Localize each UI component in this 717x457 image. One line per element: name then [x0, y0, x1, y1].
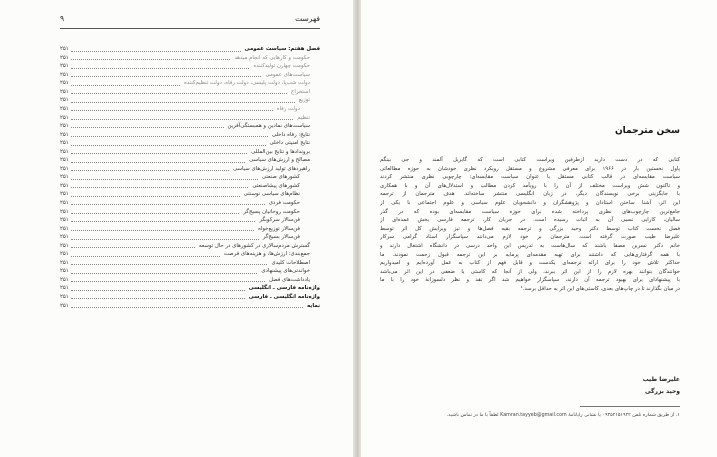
toc-leader-dots: [71, 76, 262, 77]
toc-leader-dots: [71, 307, 303, 308]
toc-entry-title: فصل هفتم: سیاست عمومی: [244, 46, 320, 53]
toc-entry-title: واژه‌نامه فارسی ـ انگلیسی: [248, 285, 320, 292]
toc-leader-dots: [71, 51, 241, 52]
toc-entry-page: ۲۵۱: [60, 259, 69, 266]
preface-line: کتابی که در دست دارید ازطرفین ویراست کتابی است که گابریل آلمند و جی بینگم: [380, 157, 680, 163]
toc-entry-page: ۲۵۱: [60, 208, 69, 215]
toc-entry: [60, 249, 320, 258]
toc-entry-title: بروندادها و نتایج بین‌المللی: [251, 148, 310, 155]
toc-entry-page: ۲۵۱: [60, 54, 69, 61]
toc-entry: [60, 87, 320, 96]
toc-entry-title: یادداشت‌های فصل: [268, 276, 310, 283]
toc-entry-title: کشورهای پیشاصنعتی: [252, 182, 300, 189]
toc-entry-title: فن‌سالار سرکوبگر: [259, 217, 300, 224]
toc-entry: [60, 189, 320, 198]
toc-entry-page: ۲۵۱: [60, 123, 69, 130]
toc-leader-dots: [71, 230, 254, 231]
toc-entry: [60, 138, 320, 147]
toc-entry: [60, 95, 320, 104]
toc-entry-title: خواندنی‌های پیشنهادی: [261, 268, 310, 275]
toc-leader-dots: [71, 204, 265, 205]
toc-entry-title: حکومت چهارن تولیدکننده: [253, 63, 310, 70]
toc-entry: [60, 44, 320, 53]
toc-entry-page: ۲۵۱: [60, 174, 69, 181]
footnote: ۱. از طریق شماره تلفن ۰۹۳۵۲۱۵۱۹۲۲ یا نشانی رایانامهٔ Kamran.tayyeb@gmail.com لطفاً با ما در تماس باشید.: [446, 413, 680, 418]
toc-entry-title: واژه‌نامه انگلیسی ـ فارسی: [248, 294, 320, 300]
toc-entry-page: ۲۵۱: [60, 191, 69, 198]
toc-leader-dots: [71, 264, 268, 265]
preface-line: خانم دکتر نسرین مصفا باشند که سال‌هاست به تدریس این واحد درسی در دانشگاه اشتغال دارند و: [380, 242, 680, 249]
toc-leader-dots: [71, 221, 256, 222]
toc-entry: [60, 181, 320, 190]
toc-entry: [60, 275, 320, 284]
toc-entry-title: توزیع: [298, 97, 310, 104]
preface-line: خوانندگان بتوانند بهره لازم را از این اثر ببرند، ولی از آنجا که کاستی یا ضعفی در این اثر می‌باشد: [380, 268, 680, 275]
toc-entry-page: ۲۵۱: [60, 182, 69, 189]
toc-entry: [60, 300, 320, 309]
toc-entry-page: ۲۵۱: [60, 268, 69, 275]
preface-line: با جایگزینی برخی نویسندگان دیگر، در زبان انگلیسی منتشر ساخته‌اند. هدف مترجمان از ترجمه: [380, 191, 680, 198]
toc-entry-title: گسترش مردم‌سالاری در کشورهای در حال توسعه: [198, 242, 310, 249]
toc-entry: [60, 215, 320, 224]
toc-entry-page: ۲۵۱: [60, 114, 69, 121]
toc-leader-dots: [71, 281, 265, 282]
toc-entry: [60, 53, 320, 62]
toc-entry-page: ۲۵۱: [60, 71, 69, 78]
toc-entry: [60, 104, 320, 113]
toc-entry-page: ۲۵۱: [60, 97, 69, 104]
toc-entry-page: ۲۵۱: [60, 294, 69, 300]
toc-entry-title: حکومت و کارهایی که انجام میدهد: [234, 54, 310, 61]
toc-leader-dots: [71, 110, 273, 111]
preface-line: فصل نخست کتاب توسط دکتر وحید بزرگی و ترجمه بقیه فصل‌ها و نیز ویرایش کل اثر توسط: [380, 225, 680, 232]
toc-leader-dots: [71, 187, 249, 188]
toc-entry-page: ۲۵۱: [60, 199, 69, 206]
footnote-rule: [580, 406, 680, 407]
toc-entry-page: ۲۵۱: [60, 131, 69, 138]
toc-entry-page: ۲۵۱: [60, 88, 69, 95]
toc-page: [0, 0, 355, 457]
preface-line: در میان بگذارند تا در چاپ‌های بعدی، کاستی‌های این اثر به حداقل برسد.¹: [520, 285, 680, 292]
preface-line: سالیان، کارایی نسبی آن به اثبات رسیده است. در جریان کار، ترجمه فارسی بخش عمده‌ای از: [380, 217, 680, 224]
toc-leader-dots: [71, 256, 220, 257]
toc-entry: [60, 266, 320, 275]
preface-line: با همه گرفتاری‌هایی که داشتند برای تهیه مقدمه‌ای پرمایه بر این ترجمه قبول زحمت نمودند. ما: [380, 251, 680, 258]
toc-entry: [60, 206, 320, 215]
toc-entry-page: ۲۵۱: [60, 242, 69, 249]
preface-line: پاول نخستین بار در ۱۹۶۶ برای معرفی مشروع و مستقل رویکرد نظری خودشان به حوزه مطالعاتی: [380, 165, 680, 172]
running-head-title: فهرست: [295, 14, 320, 23]
preface-line: حداکثر تلاش خود را برای ارائه ترجمه‌ای یکدست و قابل فهم از کتاب به عمل آورده‌ایم و امیدواریم: [380, 260, 680, 267]
toc-entry-title: حکومت فردی: [268, 199, 300, 206]
toc-leader-dots: [71, 290, 245, 291]
toc-entry-page: ۲۵۱: [60, 225, 69, 232]
toc-entry: [60, 164, 320, 173]
preface-line: این اثر، آشنا ساختن استادان و پژوهشگران و دانشجویان علوم سیاسی و علوم اجتماعی با یکی از: [380, 199, 680, 206]
toc-entry-page: ۲۵۱: [60, 148, 69, 155]
toc-entry-title: سیاست‌های نمادین و همبستگی‌آفرین: [227, 123, 310, 130]
toc-entry: [60, 283, 320, 292]
toc-entry-page: ۲۵۱: [60, 105, 69, 112]
toc-entry-page: ۲۵۱: [60, 46, 69, 53]
toc-entry-title: نمایه: [307, 302, 320, 309]
toc-entry-page: ۲۵۱: [60, 165, 69, 172]
toc-entry-page: ۲۵۱: [60, 251, 69, 258]
toc-entry-page: ۲۵۱: [60, 63, 69, 70]
toc-entry: [60, 241, 320, 250]
toc-leader-dots: [71, 273, 258, 274]
toc-leader-dots: [71, 196, 240, 197]
toc-entry-page: ۲۵۱: [60, 285, 69, 292]
toc-leader-dots: [71, 145, 266, 146]
toc-entry-page: ۲۵۱: [60, 217, 69, 224]
toc-entry-title: نتایج: رفاه داخلی: [271, 131, 310, 138]
preface-title-text: سخن مترجمان: [615, 126, 680, 136]
toc-entry-title: کشورهای صنعتی: [261, 174, 300, 181]
toc-entry-page: ۲۵۱: [60, 140, 69, 147]
toc-entry: [60, 292, 320, 301]
toc-leader-dots: [71, 93, 287, 94]
toc-entry: [60, 155, 320, 164]
toc-entry: [60, 70, 320, 79]
running-head-page-number: ۹: [60, 14, 65, 23]
preface-line: علیرضا طیب صورت گرفته است. مترجمان بر خود لازم می‌دانند سپاسگزار استاد گرامی سرکار: [380, 234, 680, 241]
preface-line: سیاست مقایسه‌ای در قالب کتابی مستقل با عنوان سیاست مقایسه‌ای: چارچوبی نظری منتشر کردند: [380, 174, 680, 181]
toc-entry-title: راهبردهای تولید ارزش‌های سیاسی: [233, 165, 310, 172]
toc-leader-dots: [71, 127, 224, 128]
toc-entry: [60, 121, 320, 130]
toc-entry: [60, 258, 320, 267]
signature-2: وحید بزرگی: [644, 388, 680, 395]
toc-entry: [60, 172, 320, 181]
toc-leader-dots: [71, 68, 250, 69]
toc-entry-title: فن‌سالار توزیع‌خواه: [258, 225, 300, 232]
preface-line: جامع‌ترین چارچوب‌های نظری پرداخته شده برای حوزه سیاست مقایسه‌ای بوده که در گذر: [380, 208, 680, 215]
toc-entry-title: دولت شب‌پا، دولت پلیسی، دولت رفاه، دولت تنظیم‌کننده: [183, 80, 310, 87]
toc-entry-title: جمع‌بندی: ارزش‌ها، و هزینه‌های فرصت: [223, 251, 310, 258]
preface-line: با پیشنهادای برای بهبود ترجمه آن دارند، سپاسگزار خواهیم شد اگر نقد و نظر دلسوزانهٔ خود را با ما: [380, 277, 680, 284]
toc-entry: [60, 129, 320, 138]
toc-entry: [60, 78, 320, 87]
toc-entry: [60, 112, 320, 121]
toc-leader-dots: [71, 162, 245, 163]
toc-entry-title: استخراج: [290, 88, 310, 95]
toc-entry-page: ۲۵۱: [60, 276, 69, 283]
toc-leader-dots: [71, 298, 245, 299]
toc-leader-dots: [71, 153, 247, 154]
toc-entry: [60, 147, 320, 156]
toc-entry-title: اصطلاحات کلیدی: [271, 259, 310, 266]
toc-entry: [60, 223, 320, 232]
toc-leader-dots: [71, 179, 258, 180]
toc-entry: [60, 232, 320, 241]
toc-entry-title: نتایج امنیتی داخلی: [269, 140, 310, 147]
toc-entry-title: حکومت روحانیان پسیج‌گر: [243, 208, 300, 215]
toc-entry: [60, 198, 320, 207]
toc-leader-dots: [71, 136, 268, 137]
toc-entry: [60, 61, 320, 70]
toc-leader-dots: [71, 247, 195, 248]
toc-entry-title: دولت رفاه: [276, 105, 300, 112]
translator-signatures: [380, 376, 680, 400]
toc-entry-title: نظام‌های سیاسی نوسنتی: [243, 191, 300, 198]
toc-entry-title: سیاست‌های عمومی: [265, 71, 310, 78]
toc-leader-dots: [71, 85, 180, 86]
preface-line: و تاکنون شش ویراست مختلف از آن را با رویآمد کردن مطالب و استدلال‌های آن و با همکاری: [380, 182, 680, 189]
toc-entry-page: ۲۵۱: [60, 157, 69, 164]
toc-entry-page: ۲۵۱: [60, 302, 69, 309]
toc-leader-dots: [71, 239, 259, 240]
signature-1: علیرضا طیب: [642, 376, 680, 383]
preface-body: [380, 156, 680, 294]
toc-entry-title: فن‌سالار بسیج‌گر: [262, 234, 300, 241]
header-rule: [60, 28, 320, 29]
toc-entry-page: ۲۵۱: [60, 234, 69, 241]
toc-entry-title: تنظیم: [297, 114, 310, 121]
running-head: [60, 14, 320, 28]
toc-leader-dots: [71, 59, 231, 60]
table-of-contents: [60, 44, 320, 309]
toc-entry-title: مصالح و ارزش‌های سیاسی: [249, 157, 310, 164]
toc-leader-dots: [71, 170, 229, 171]
toc-entry-page: ۲۵۱: [60, 80, 69, 87]
toc-leader-dots: [71, 119, 294, 120]
toc-leader-dots: [71, 102, 295, 103]
toc-leader-dots: [71, 213, 240, 214]
